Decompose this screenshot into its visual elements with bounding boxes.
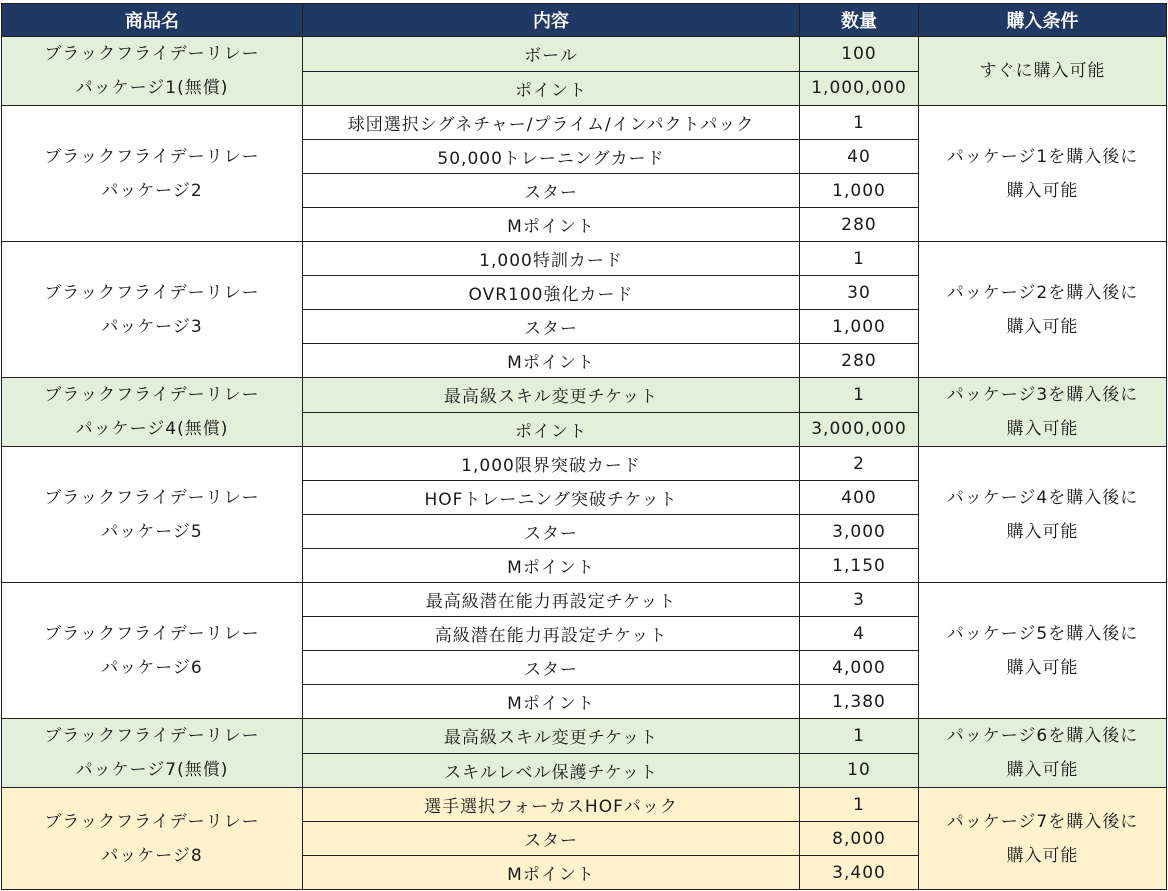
- table-row: [2, 242, 1167, 276]
- item-content-cell: Mポイント: [303, 208, 800, 242]
- item-content-cell: スター: [303, 310, 800, 344]
- item-content-cell: スター: [303, 651, 800, 685]
- package-name-line: ブラックフライデーリレー: [44, 44, 260, 64]
- item-quantity-cell: 1: [800, 719, 919, 754]
- package-name-line: ブラックフライデーリレー: [44, 385, 260, 405]
- item-quantity-cell: 1: [800, 378, 919, 413]
- purchase-condition-line: 購入可能: [1006, 180, 1079, 201]
- package-table: [1, 3, 1167, 890]
- header-product-name: 商品名: [2, 4, 303, 37]
- table-header: [2, 4, 1167, 37]
- item-quantity-cell: 1,000: [800, 310, 919, 344]
- purchase-condition-line: 購入可能: [1006, 845, 1079, 866]
- item-content-cell: HOFトレーニング突破チケット: [303, 481, 800, 515]
- item-content-cell: スター: [303, 174, 800, 208]
- package-name-cell: [2, 378, 303, 447]
- table-row: [2, 447, 1167, 481]
- table-row: [2, 106, 1167, 140]
- item-quantity-cell: 280: [800, 208, 919, 242]
- package-name-line: ブラックフライデーリレー: [44, 811, 260, 832]
- purchase-condition-line: パッケージ7を購入後に: [946, 811, 1139, 832]
- purchase-condition-cell: [919, 788, 1167, 890]
- purchase-condition-line: 購入可能: [1006, 657, 1079, 678]
- table-body: [2, 37, 1167, 890]
- package-name-cell: [2, 447, 303, 583]
- item-quantity-cell: 4,000: [800, 651, 919, 685]
- package-name-line: パッケージ1(無償): [75, 78, 229, 98]
- purchase-condition-line: パッケージ6を購入後に: [946, 726, 1139, 746]
- purchase-condition-line: 購入可能: [1006, 760, 1079, 780]
- item-quantity-cell: 1: [800, 106, 919, 140]
- purchase-condition-line: パッケージ3を購入後に: [946, 385, 1139, 405]
- item-quantity-cell: 280: [800, 344, 919, 378]
- header-purchase-condition: 購入条件: [919, 4, 1167, 37]
- package-name-line: ブラックフライデーリレー: [44, 487, 260, 508]
- package-name-line: ブラックフライデーリレー: [44, 146, 260, 167]
- item-content-cell: 選手選択フォーカスHOFパック: [303, 788, 800, 822]
- purchase-condition-line: パッケージ2を購入後に: [946, 282, 1139, 303]
- purchase-condition-cell: [919, 719, 1167, 788]
- item-quantity-cell: 3,000: [800, 515, 919, 549]
- item-quantity-cell: 400: [800, 481, 919, 515]
- package-name-line: ブラックフライデーリレー: [44, 726, 260, 746]
- item-content-cell: ポイント: [303, 71, 800, 106]
- item-content-cell: 50,000トレーニングカード: [303, 140, 800, 174]
- item-content-cell: 最高級スキル変更チケット: [303, 378, 800, 413]
- table-row: [2, 378, 1167, 413]
- purchase-condition-line: すぐに購入可能: [979, 61, 1106, 81]
- package-name-line: パッケージ7(無償): [75, 760, 229, 780]
- package-name-cell: [2, 37, 303, 106]
- item-quantity-cell: 3,000,000: [800, 412, 919, 447]
- table-row: [2, 719, 1167, 754]
- item-quantity-cell: 1,000: [800, 174, 919, 208]
- purchase-condition-cell: [919, 583, 1167, 719]
- header-row: [2, 4, 1167, 37]
- purchase-condition-cell: [919, 242, 1167, 378]
- item-quantity-cell: 2: [800, 447, 919, 481]
- purchase-condition-line: パッケージ1を購入後に: [946, 146, 1139, 167]
- item-quantity-cell: 4: [800, 617, 919, 651]
- item-content-cell: スター: [303, 515, 800, 549]
- purchase-condition-cell: [919, 37, 1167, 106]
- item-content-cell: 最高級潜在能力再設定チケット: [303, 583, 800, 617]
- item-quantity-cell: 8,000: [800, 822, 919, 856]
- item-quantity-cell: 40: [800, 140, 919, 174]
- item-content-cell: Mポイント: [303, 685, 800, 719]
- item-content-cell: 1,000限界突破カード: [303, 447, 800, 481]
- package-name-cell: [2, 788, 303, 890]
- item-quantity-cell: 100: [800, 37, 919, 72]
- item-quantity-cell: 1: [800, 242, 919, 276]
- package-name-line: パッケージ5: [101, 521, 203, 542]
- item-content-cell: 1,000特訓カード: [303, 242, 800, 276]
- item-content-cell: 高級潜在能力再設定チケット: [303, 617, 800, 651]
- package-name-cell: [2, 719, 303, 788]
- package-name-cell: [2, 106, 303, 242]
- header-quantity: 数量: [800, 4, 919, 37]
- item-quantity-cell: 1,380: [800, 685, 919, 719]
- item-quantity-cell: 3,400: [800, 856, 919, 890]
- item-content-cell: ボール: [303, 37, 800, 72]
- purchase-condition-line: 購入可能: [1006, 521, 1079, 542]
- item-content-cell: スター: [303, 822, 800, 856]
- item-quantity-cell: 3: [800, 583, 919, 617]
- purchase-condition-line: 購入可能: [1006, 419, 1079, 439]
- table-row: [2, 788, 1167, 822]
- package-name-line: ブラックフライデーリレー: [44, 623, 260, 644]
- purchase-condition-cell: [919, 378, 1167, 447]
- table-wrapper: [1, 3, 1167, 890]
- purchase-condition-cell: [919, 106, 1167, 242]
- package-name-line: ブラックフライデーリレー: [44, 282, 260, 303]
- purchase-condition-line: 購入可能: [1006, 316, 1079, 337]
- header-content: 内容: [303, 4, 800, 37]
- table-row: [2, 37, 1167, 72]
- package-name-cell: [2, 242, 303, 378]
- purchase-condition-line: パッケージ5を購入後に: [946, 623, 1139, 644]
- purchase-condition-cell: [919, 447, 1167, 583]
- item-content-cell: スキルレベル保護チケット: [303, 753, 800, 788]
- item-quantity-cell: 10: [800, 753, 919, 788]
- item-quantity-cell: 30: [800, 276, 919, 310]
- package-name-line: パッケージ2: [101, 180, 203, 201]
- package-name-cell: [2, 583, 303, 719]
- package-name-line: パッケージ3: [101, 316, 203, 337]
- item-quantity-cell: 1,000,000: [800, 71, 919, 106]
- item-quantity-cell: 1,150: [800, 549, 919, 583]
- item-content-cell: ポイント: [303, 412, 800, 447]
- item-content-cell: 最高級スキル変更チケット: [303, 719, 800, 754]
- item-content-cell: Mポイント: [303, 549, 800, 583]
- item-quantity-cell: 1: [800, 788, 919, 822]
- package-name-line: パッケージ6: [101, 657, 203, 678]
- item-content-cell: 球団選択シグネチャー/プライム/インパクトパック: [303, 106, 800, 140]
- item-content-cell: OVR100強化カード: [303, 276, 800, 310]
- item-content-cell: Mポイント: [303, 856, 800, 890]
- purchase-condition-line: パッケージ4を購入後に: [946, 487, 1139, 508]
- package-name-line: パッケージ8: [101, 845, 203, 866]
- table-row: [2, 583, 1167, 617]
- package-name-line: パッケージ4(無償): [75, 419, 229, 439]
- item-content-cell: Mポイント: [303, 344, 800, 378]
